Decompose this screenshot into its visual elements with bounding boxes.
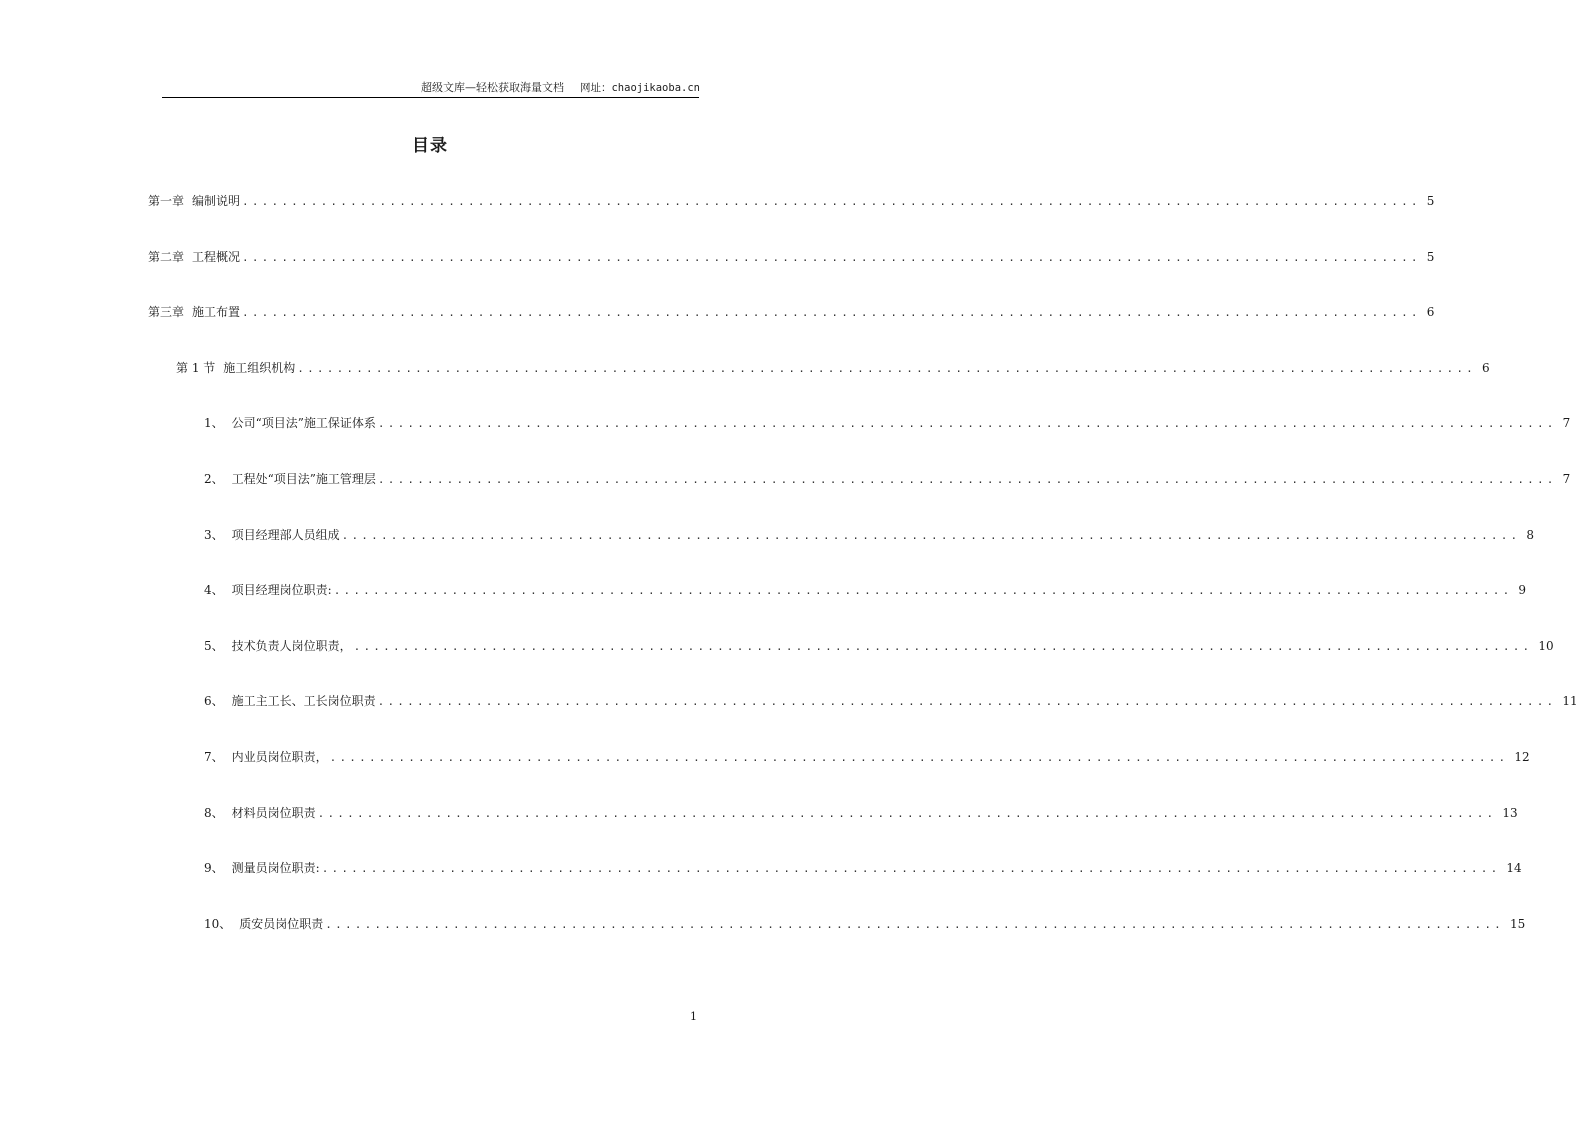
toc-entry-number: 3、: [204, 528, 224, 542]
header-site-text: 超级文库—轻松获取海量文档: [420, 81, 564, 94]
toc-entry-page: 13: [1502, 806, 1518, 820]
header-divider: [162, 97, 699, 98]
toc-entry-page: 12: [1514, 750, 1530, 764]
toc-entry-title: 施工主工长、工长岗位职责: [231, 694, 376, 708]
toc-title: 目录: [412, 136, 448, 156]
toc-entry-title: 施工组织机构: [223, 361, 296, 375]
toc-entry[interactable]: [204, 693, 1578, 710]
toc-leader-dots: ........................................................................................................................: [329, 751, 1509, 764]
toc-entry-title: 内业员岗位职责，: [231, 750, 328, 764]
toc-entry-title: 项目经理岗位职责:: [231, 583, 332, 597]
toc-leader-dots: ........................................................................................................................: [333, 584, 1513, 597]
toc-leader-dots: ........................................................................................................................: [321, 862, 1501, 875]
toc-leader-dots: ........................................................................................................................: [242, 195, 1421, 208]
toc-entry-title: 项目经理部人员组成: [231, 528, 340, 542]
toc-entry-page: 5: [1426, 194, 1435, 208]
toc-entry-title: 公司“项目法”施工保证体系: [231, 416, 376, 430]
toc-entry[interactable]: [204, 471, 1571, 488]
toc-entry[interactable]: [204, 638, 1554, 655]
toc-entry-number: 第 1 节: [176, 361, 216, 375]
toc-leader-dots: ........................................................................................................................: [341, 529, 1521, 542]
toc-entry-page: 6: [1482, 361, 1490, 375]
toc-entry[interactable]: [148, 304, 1435, 321]
toc-entry-title: 材料员岗位职责: [231, 806, 316, 820]
toc-entry[interactable]: [204, 860, 1522, 877]
toc-entry[interactable]: [204, 527, 1535, 544]
toc-entry-number: 第三章: [148, 305, 185, 319]
toc-entry[interactable]: [148, 249, 1435, 266]
toc-leader-dots: ........................................................................................................................: [242, 251, 1421, 264]
toc-entry-title: 技术负责人岗位职责，: [231, 639, 352, 653]
toc-entry-page: 11: [1562, 694, 1578, 708]
toc-leader-dots: ........................................................................................................................: [353, 640, 1533, 653]
toc-leader-dots: ........................................................................................................................: [317, 807, 1497, 820]
toc-entry-number: 第一章: [148, 194, 185, 208]
toc-entry-title: 施工布置: [192, 305, 241, 319]
page-header: [421, 79, 700, 95]
toc-entry-page: 15: [1510, 917, 1526, 931]
toc-entry-number: 2、: [204, 472, 224, 486]
toc-entry-number: 6、: [204, 694, 224, 708]
toc-entry-page: 6: [1426, 305, 1435, 319]
toc-entry-title: 工程处“项目法”施工管理层: [231, 472, 376, 486]
toc-entry-number: 1、: [204, 416, 224, 430]
toc-entry-page: 10: [1538, 639, 1554, 653]
toc-entry-title: 工程概况: [192, 250, 241, 264]
toc-leader-dots: ........................................................................................................................: [297, 362, 1476, 375]
toc-entry-page: 5: [1426, 250, 1435, 264]
toc-entry-number: 8、: [204, 806, 224, 820]
toc-entry-page: 8: [1526, 528, 1535, 542]
toc-entry-title: 编制说明: [192, 194, 241, 208]
toc-entry-number: 10、: [204, 917, 232, 931]
toc-entry[interactable]: [204, 415, 1571, 432]
toc-entry[interactable]: [204, 916, 1526, 933]
toc-leader-dots: ........................................................................................................................: [377, 473, 1557, 486]
toc-entry-number: 7、: [204, 750, 224, 764]
header-url-text: 网址：chaojikaoba.cn: [579, 82, 700, 94]
toc-entry[interactable]: [176, 360, 1490, 377]
toc-leader-dots: ........................................................................................................................: [325, 918, 1505, 931]
toc-entry[interactable]: [148, 193, 1435, 210]
toc-leader-dots: ........................................................................................................................: [377, 695, 1557, 708]
toc-leader-dots: ........................................................................................................................: [242, 306, 1421, 319]
toc-entry-title: 质安员岗位职责: [239, 917, 324, 931]
toc-entry-number: 5、: [204, 639, 224, 653]
toc-entry-page: 9: [1518, 583, 1527, 597]
page-number: 1: [690, 1010, 697, 1023]
toc-entry[interactable]: [204, 749, 1530, 766]
toc-entry-number: 4、: [204, 583, 224, 597]
toc-entry-page: 14: [1506, 861, 1522, 875]
toc-entry-page: 7: [1562, 472, 1571, 486]
toc-entry-number: 9、: [204, 861, 224, 875]
toc-entry[interactable]: [204, 805, 1518, 822]
toc-leader-dots: ........................................................................................................................: [377, 417, 1557, 430]
toc-entry-number: 第二章: [148, 250, 185, 264]
toc-entry[interactable]: [204, 582, 1527, 599]
toc-entry-page: 7: [1562, 416, 1571, 430]
toc-entry-title: 测量员岗位职责:: [231, 861, 320, 875]
